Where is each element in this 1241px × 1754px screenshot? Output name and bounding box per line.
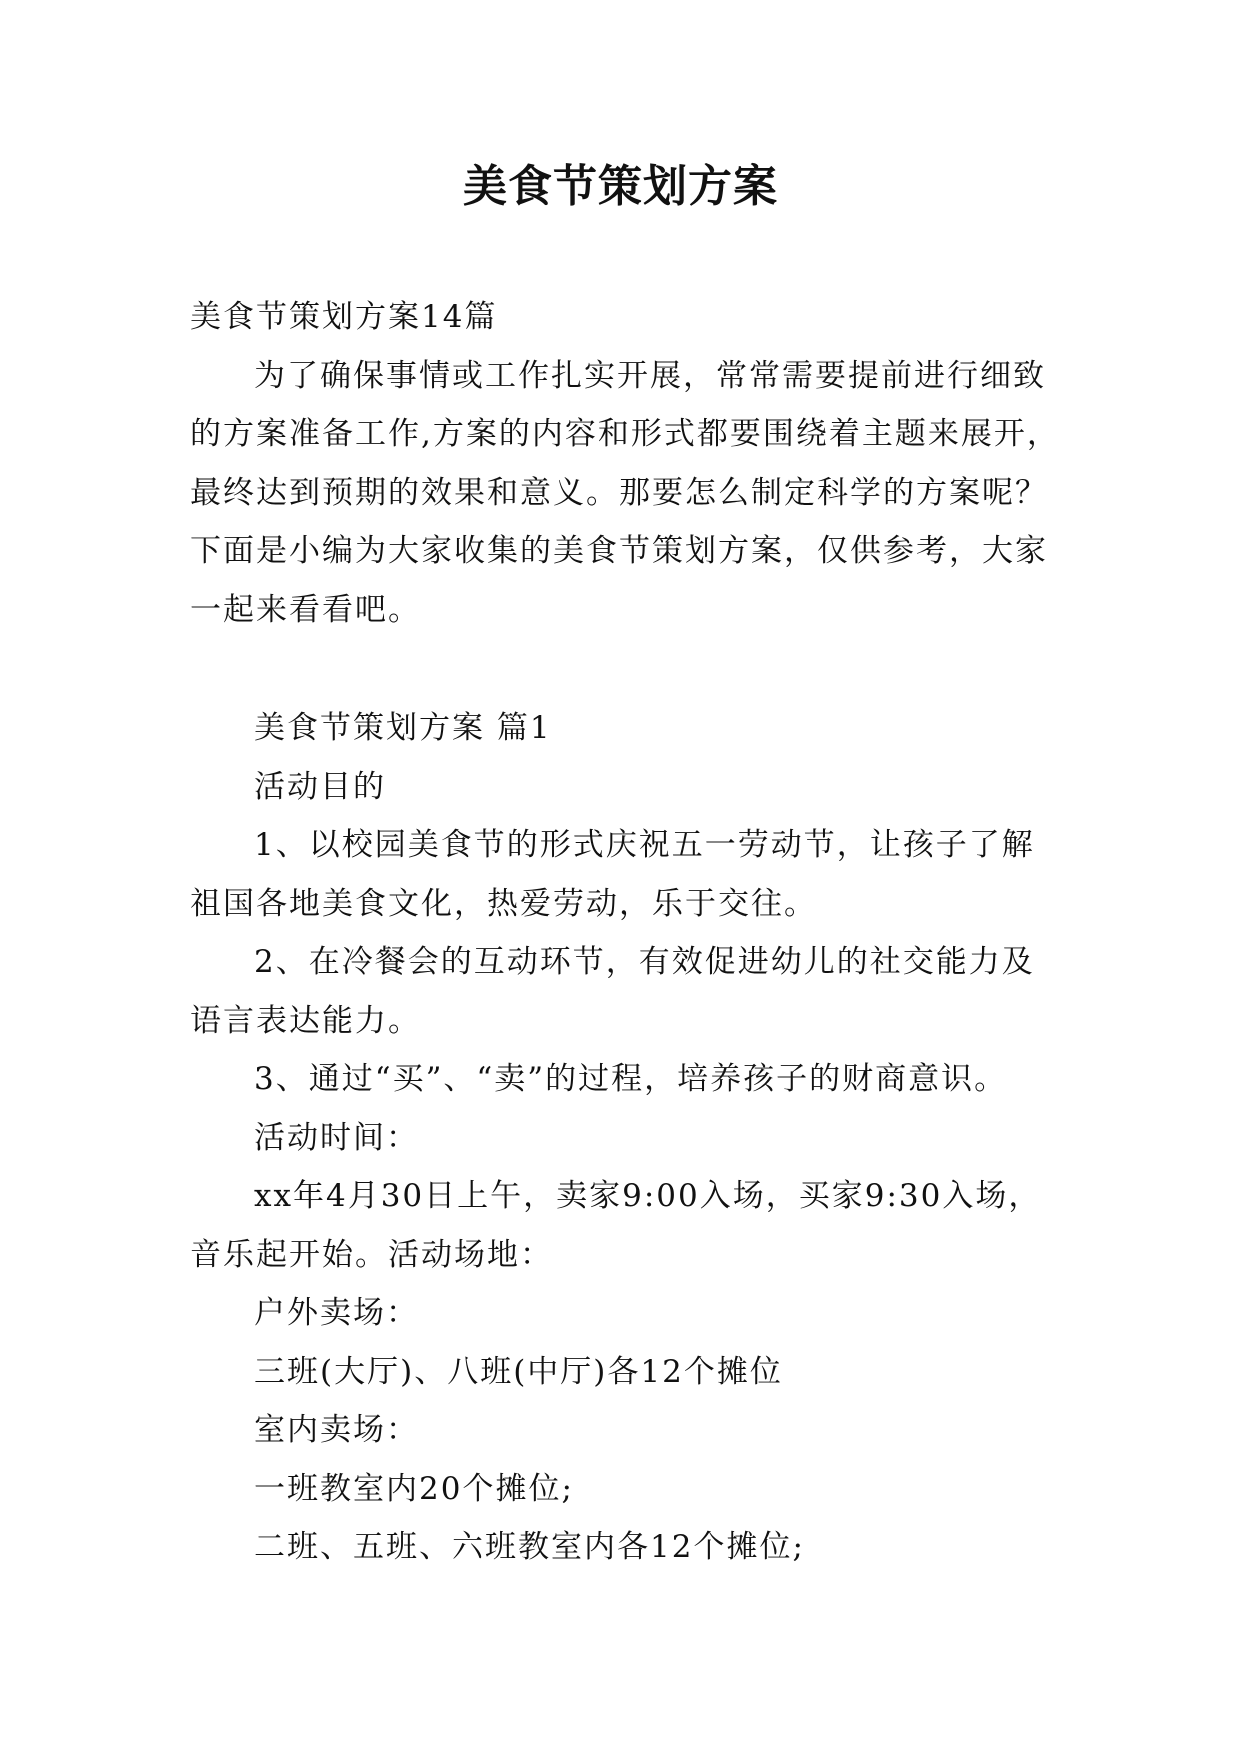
purpose-item-3: 3、通过“买”、“卖”的过程，培养孩子的财商意识。: [254, 1061, 1008, 1097]
time-detail: xx年4月30日上午，卖家9:00入场，买家9:30入场，音乐起开始。活动场地：: [190, 1178, 1042, 1273]
intro-paragraph: 为了确保事情或工作扎实开展，常常需要提前进行细致的方案准备工作,方案的内容和形式都要围绕着主题来展开，最终达到预期的效果和意义。那要怎么制定科学的方案呢？下面是小编为大家收集的美食节策划方案，仅供参考，大家一起来看看吧。: [190, 357, 1060, 628]
indoor-detail-1: 一班教室内20个摊位;: [254, 1470, 574, 1507]
indoor-detail-2: 二班、五班、六班教室内各12个摊位;: [254, 1529, 805, 1565]
purpose-item-2: 2、在冷餐会的互动环节，有效促进幼儿的社交能力及语言表达能力。: [190, 944, 1035, 1039]
spacer: [190, 639, 1060, 699]
outdoor-heading: 户外卖场：: [254, 1295, 419, 1331]
document-title: 美食节策划方案: [463, 161, 778, 212]
time-heading: 活动时间：: [254, 1119, 419, 1156]
purpose-item-1: 1、以校园美食节的形式庆祝五一劳动节，让孩子了解祖国各地美食文化，热爱劳动，乐于交往。: [190, 827, 1035, 922]
document-subtitle: 美食节策划方案14篇: [190, 299, 498, 335]
indoor-heading: 室内卖场：: [254, 1412, 419, 1448]
outdoor-detail: 三班(大厅)、八班(中厅)各12个摊位: [254, 1353, 783, 1390]
purpose-heading: 活动目的: [254, 768, 386, 805]
section-heading: 美食节策划方案 篇1: [254, 710, 552, 746]
document-body: [190, 288, 1060, 1577]
